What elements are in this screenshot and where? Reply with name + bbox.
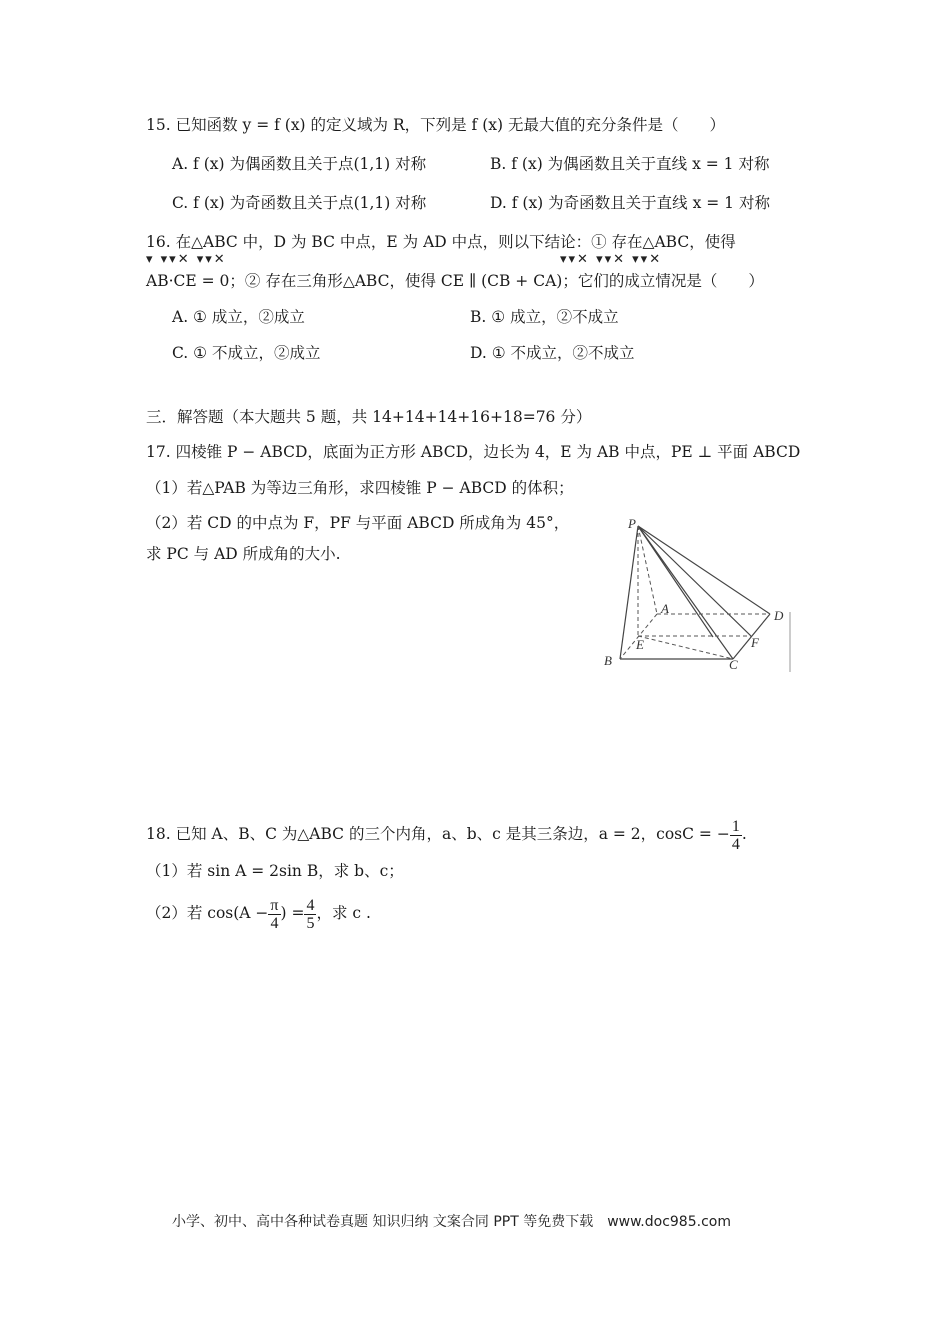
q16-stem-line2: AB·CE = 0；② 存在三角形△ABC，使得 CE ∥ (CB + CA)；它们的成立情况是（ ）	[146, 272, 764, 290]
q18-stem	[146, 815, 747, 853]
q17-part2: （2）若 CD 的中点为 F，PF 与平面 ABCD 所成角为 45°，	[146, 514, 570, 532]
q18-cos-fraction	[730, 818, 742, 853]
label-D: D	[774, 608, 784, 623]
q15-option-d: D. f (x) 为奇函数且关于直线 x = 1 对称	[490, 194, 770, 212]
pyramid-figure	[598, 512, 798, 674]
q18-pi-fraction	[268, 897, 280, 932]
q18-pi-den: 4	[270, 914, 279, 932]
q18-part2	[146, 894, 371, 932]
q15-stem: 15. 已知函数 y = f (x) 的定义域为 R，下列是 f (x) 无最大值的充分条件是（ ）	[146, 116, 725, 134]
q16-option-c: C. ① 不成立，②成立	[172, 344, 321, 362]
q16-option-b: B. ① 成立，②不成立	[470, 308, 619, 326]
q17-part1: （1）若△PAB 为等边三角形，求四棱锥 P − ABCD 的体积；	[146, 479, 574, 497]
section-title: 三．解答题（本大题共 5 题，共 14+14+14+16+18=76 分）	[146, 408, 592, 426]
q15-option-c: C. f (x) 为奇函数且关于点(1,1) 对称	[172, 194, 427, 212]
q16-option-a: A. ① 成立，②成立	[172, 308, 305, 326]
q18-cos-num: 1	[731, 817, 740, 835]
q18-val-num: 4	[306, 896, 315, 914]
q18-cos-den: 4	[731, 835, 740, 853]
q15-option-a: A. f (x) 为偶函数且关于点(1,1) 对称	[172, 155, 427, 173]
page-footer: 小学、初中、高中各种试卷真题 知识归纳 文案合同 PPT 等免费下载 www.doc985.com	[172, 1214, 731, 1230]
q18-stem-text: 18. 已知 A、B、C 为△ABC 的三个内角，a、b、c 是其三条边，a = 2，cosC = −	[146, 825, 730, 843]
q15-option-b: B. f (x) 为偶函数且关于直线 x = 1 对称	[490, 155, 770, 173]
label-A: A	[661, 601, 669, 616]
q18-part2-text: （2）若 cos(A −	[146, 904, 269, 922]
label-C: C	[729, 657, 738, 672]
q18-val-den: 5	[306, 914, 315, 932]
edge-PE-visible	[638, 526, 713, 637]
edge-PF	[638, 526, 751, 636]
q18-part2-mid: ) =	[280, 904, 305, 922]
edge-PD	[638, 526, 770, 614]
q17-stem: 17. 四棱锥 P − ABCD，底面为正方形 ABCD，边长为 4，E 为 AB 中点，PE ⊥ 平面 ABCD	[146, 443, 801, 461]
q18-value-fraction	[304, 897, 316, 932]
q16-vector-marks-left: ▾ ▾▾✕ ▾▾✕	[146, 252, 227, 267]
q18-part2-end: ，求 c .	[316, 904, 371, 922]
q18-part1: （1）若 sin A = 2sin B，求 b、c；	[146, 862, 404, 880]
label-P: P	[628, 516, 636, 531]
q18-pi-num: π	[270, 896, 279, 914]
q16-option-d: D. ① 不成立，②不成立	[470, 344, 635, 362]
q16-vector-marks-right: ▾▾✕ ▾▾✕ ▾▾✕	[560, 252, 663, 267]
label-E: E	[636, 637, 644, 652]
q18-stem-end: .	[741, 825, 747, 843]
q16-stem-line1: 16. 在△ABC 中，D 为 BC 中点，E 为 AD 中点，则以下结论：① 存在△ABC，使得	[146, 233, 736, 251]
label-F: F	[751, 635, 759, 650]
label-B: B	[604, 653, 612, 668]
q17-part2b: 求 PC 与 AD 所成角的大小.	[146, 545, 341, 563]
